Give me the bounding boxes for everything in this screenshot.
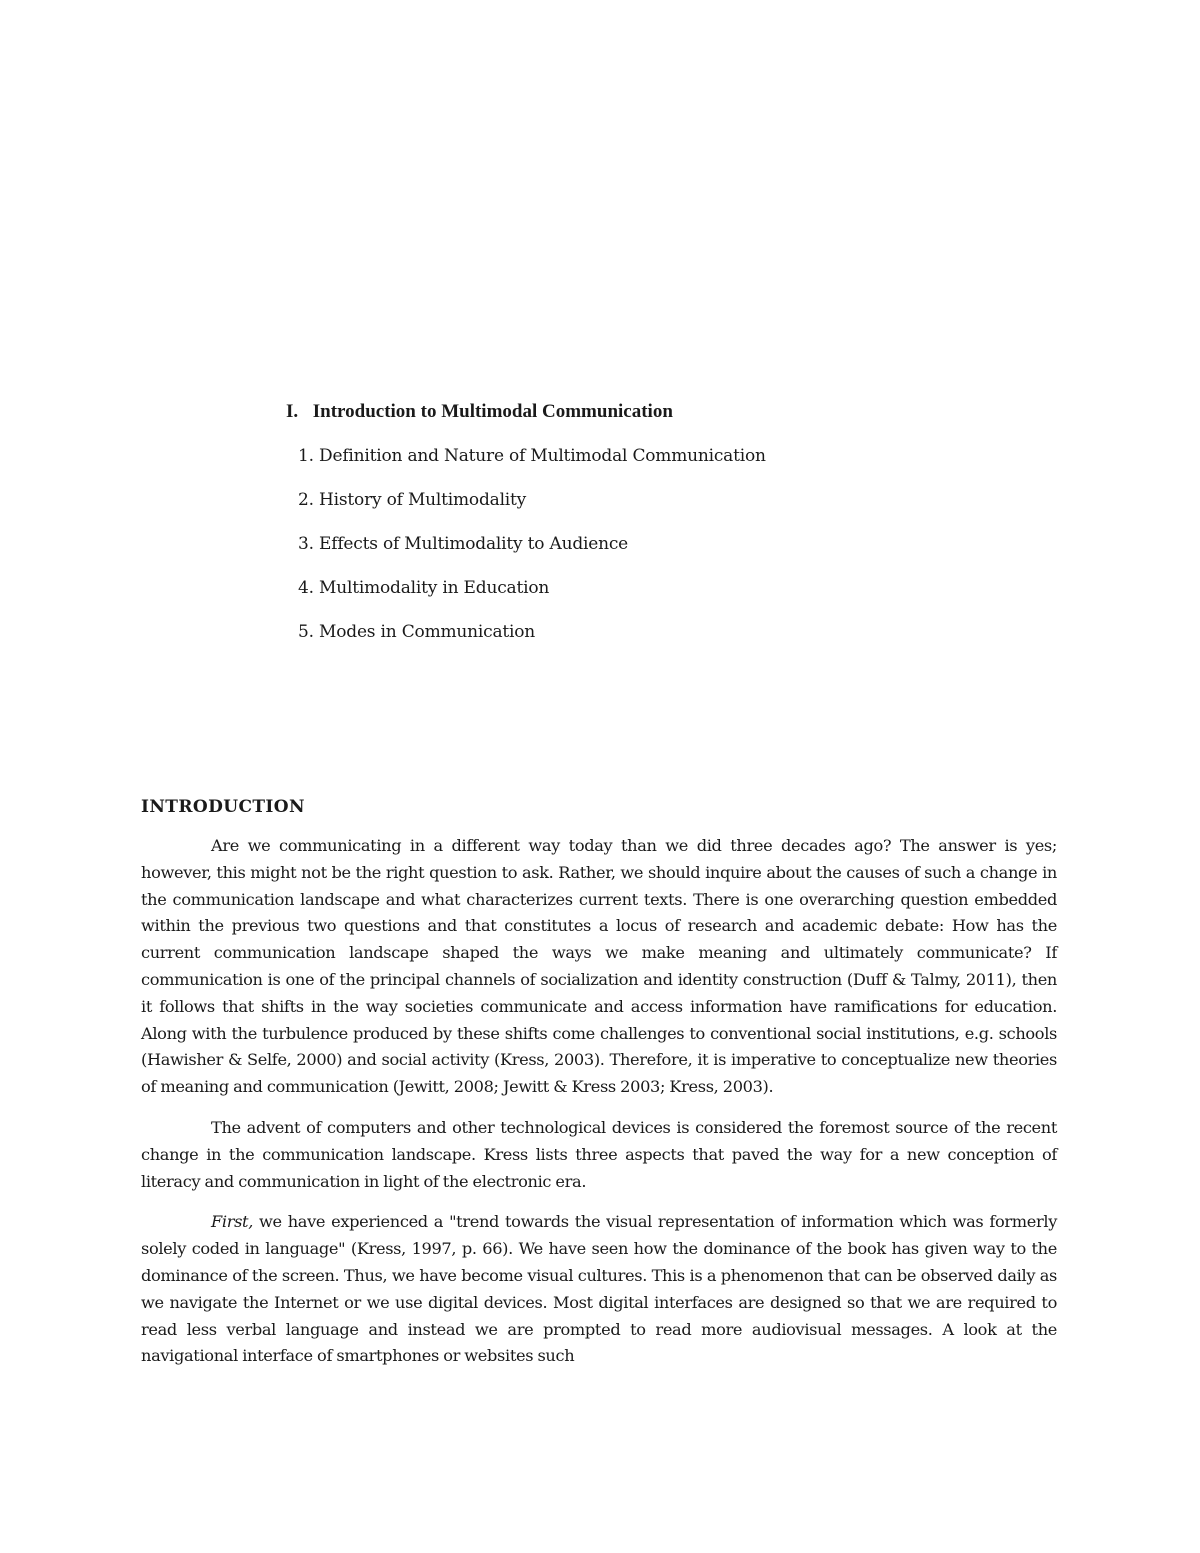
- outline-item: 2. History of Multimodality: [298, 490, 527, 510]
- introduction-section: [141, 793, 1057, 1384]
- paragraph-text: we have experienced a "trend towards the visual representation of information which was formerly solely coded in language" (Kress, 1997, p. 66). We have seen how the dominance of the book has given way to the dominance of the screen. Thus, we have become visual cultures. This is a phenomenon that can be observed daily as we navigate the Internet or we use digital devices. Most digital interfaces are designed so that we are required to read less verbal language and instead we are prompted to read more audiovisual messages. A look at the navigational interface of smartphones or websites such: [141, 1212, 1057, 1366]
- outline-item: 4. Multimodality in Education: [298, 578, 550, 598]
- emphasis-first: First,: [211, 1212, 254, 1232]
- introduction-heading: INTRODUCTION: [141, 797, 305, 817]
- outline-title-text: Introduction to Multimodal Communication: [312, 401, 673, 422]
- body-paragraph: The advent of computers and other technological devices is considered the foremost source of the recent change in the communication landscape. Kress lists three aspects that paved the way for a new conception of literacy and communication in light of the electronic era.: [141, 1117, 1057, 1191]
- outline-item: 5. Modes in Communication: [298, 622, 536, 642]
- course-outline: [286, 398, 986, 662]
- outline-roman-numeral: I.: [286, 401, 299, 422]
- outline-item: 3. Effects of Multimodality to Audience: [298, 534, 629, 554]
- body-paragraph: [141, 1209, 1057, 1370]
- outline-item: 1. Definition and Nature of Multimodal Communication: [298, 446, 766, 466]
- outline-title: [286, 398, 986, 426]
- outline-list: [286, 442, 986, 646]
- body-paragraph: Are we communicating in a different way today than we did three decades ago? The answer is yes; however, this might not be the right question to ask. Rather, we should inquire about the causes of such a change in the communication landscape and what characterizes current texts. There is one overarching question embedded within the previous two questions and that constitutes a locus of research and academic debate: How has the current communication landscape shaped the ways we make meaning and ultimately communicate? If communication is one of the principal channels of socialization and identity construction (Duff & Talmy, 2011), then it follows that shifts in the way societies communicate and access information have ramifications for education. Along with the turbulence produced by these shifts come challenges to conventional social institutions, e.g. schools (Hawisher & Selfe, 2000) and social activity (Kress, 2003). Therefore, it is imperative to conceptualize new theories of meaning and communication (Jewitt, 2008; Jewitt & Kress 2003; Kress, 2003).: [141, 836, 1057, 1097]
